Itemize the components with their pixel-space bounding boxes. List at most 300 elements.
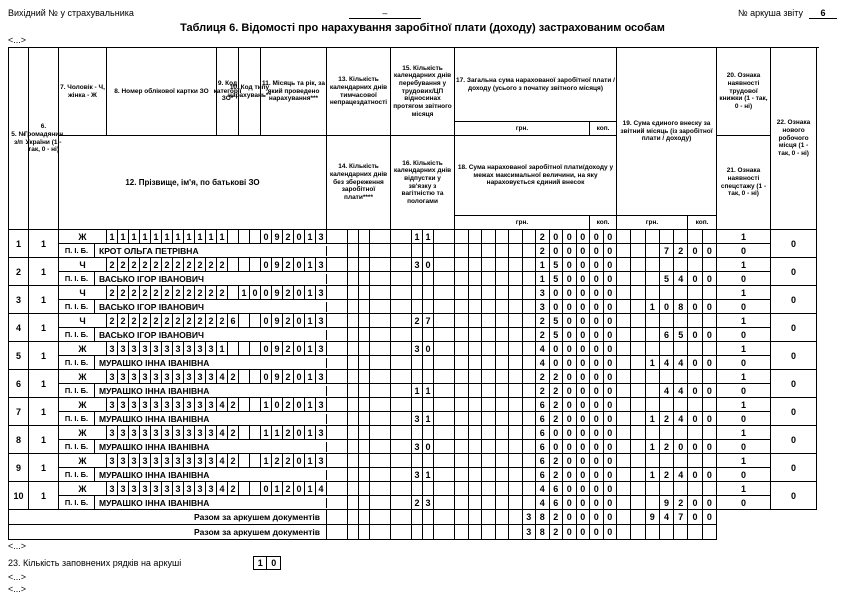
digit-cell: 4 bbox=[660, 384, 674, 397]
filled-rows-count-box bbox=[253, 556, 281, 570]
digit-cell: 0 bbox=[550, 356, 564, 369]
digit-cell: 0 bbox=[706, 385, 712, 396]
digit-cell: 0 bbox=[577, 398, 591, 411]
digit-cell: 9 bbox=[272, 230, 283, 243]
digit-cell: 0 bbox=[577, 468, 591, 481]
digit-cell bbox=[660, 314, 674, 327]
digit-cell: 0 bbox=[577, 230, 591, 243]
digit-cell bbox=[631, 398, 645, 411]
digit-cell: 3 bbox=[195, 482, 206, 495]
digit-cell bbox=[674, 454, 688, 467]
digit-cell bbox=[617, 482, 631, 495]
esv-amount-grid bbox=[617, 440, 717, 454]
digit-cell: 4 bbox=[217, 370, 228, 383]
digit-cell bbox=[239, 230, 250, 243]
digit-cell bbox=[228, 342, 238, 355]
digit-cell: 3 bbox=[184, 370, 195, 383]
digit-cell: 1 bbox=[118, 230, 129, 243]
amount-column bbox=[455, 230, 617, 258]
digit-cell: 3 bbox=[129, 370, 140, 383]
header-col10: 10. Код типу нарахувань** bbox=[239, 48, 261, 136]
digit-cell: 1 bbox=[536, 258, 550, 271]
digit-cell: 3 bbox=[195, 398, 206, 411]
category-code-grid bbox=[217, 482, 239, 495]
digit-cell bbox=[348, 300, 359, 313]
digit-cell bbox=[617, 412, 631, 425]
digit-cell bbox=[509, 482, 523, 495]
digit-cell: 3 bbox=[195, 454, 206, 467]
digit-cell: 1 bbox=[305, 426, 316, 439]
digit-cell bbox=[469, 412, 483, 425]
digit-cell: 3 bbox=[208, 399, 214, 410]
digit-cell bbox=[496, 300, 510, 313]
digit-cell bbox=[423, 328, 434, 341]
digit-cell bbox=[359, 314, 370, 327]
digit-cell bbox=[496, 398, 510, 411]
digit-cell: 9 bbox=[272, 286, 283, 299]
digit-cell: 0 bbox=[563, 230, 577, 243]
digit-cell bbox=[646, 496, 660, 509]
table-row bbox=[9, 314, 819, 342]
digit-cell: 0 bbox=[688, 300, 702, 313]
digit-cell: 1 bbox=[129, 230, 140, 243]
days15-grid bbox=[411, 314, 434, 327]
digit-cell: 3 bbox=[162, 454, 173, 467]
esv-amount-grid bbox=[617, 412, 717, 426]
digit-cell: 9 bbox=[660, 496, 674, 509]
digit-cell: 0 bbox=[607, 455, 613, 466]
digit-cell: 1 bbox=[646, 412, 660, 425]
hrn-label: грн. bbox=[617, 216, 688, 229]
labor-book-flag: 1 bbox=[717, 258, 771, 272]
digit-cell bbox=[482, 342, 496, 355]
digit-cell bbox=[348, 468, 359, 481]
digit-cell: 5 bbox=[550, 328, 564, 341]
digit-cell: 2 bbox=[107, 258, 118, 271]
category-code-grid bbox=[217, 370, 239, 383]
digit-cell bbox=[412, 482, 423, 495]
accrual-type-grid bbox=[239, 482, 261, 495]
digit-cell: 2 bbox=[151, 258, 162, 271]
digit-cell bbox=[423, 300, 434, 313]
digit-cell bbox=[523, 496, 537, 509]
digit-cell bbox=[523, 412, 537, 425]
digit-cell bbox=[239, 258, 250, 271]
flags-column bbox=[717, 258, 771, 286]
citizen-flag-cell: 1 bbox=[29, 286, 59, 314]
digit-cell bbox=[523, 482, 537, 495]
digit-cell bbox=[239, 342, 250, 355]
digit-cell bbox=[423, 244, 434, 257]
esv-amount-grid bbox=[617, 244, 717, 258]
totals-row bbox=[9, 525, 819, 540]
digit-cell: 4 bbox=[660, 510, 674, 524]
days16-grid bbox=[411, 412, 434, 425]
digit-cell: 2 bbox=[184, 258, 195, 271]
digit-cell: 0 bbox=[563, 482, 577, 495]
totals-blank bbox=[717, 525, 817, 540]
digit-cell: 3 bbox=[536, 286, 550, 299]
row-number-cell: 1 bbox=[9, 230, 29, 258]
digit-cell bbox=[509, 230, 523, 243]
digit-cell bbox=[523, 426, 537, 439]
category-code-grid bbox=[217, 286, 239, 299]
digit-cell: 3 bbox=[412, 468, 423, 481]
digit-cell: 0 bbox=[577, 440, 591, 453]
digit-cell: 0 bbox=[706, 512, 712, 522]
kop-label: коп. bbox=[590, 122, 617, 135]
days-work-column bbox=[391, 258, 455, 286]
labor-book-flag: 1 bbox=[717, 286, 771, 300]
row-number-cell: 10 bbox=[9, 482, 29, 510]
digit-cell bbox=[523, 300, 537, 313]
amount-column bbox=[455, 258, 617, 286]
digit-cell: 0 bbox=[688, 412, 702, 425]
digit-cell bbox=[509, 426, 523, 439]
digit-cell: 2 bbox=[129, 286, 140, 299]
days13-grid bbox=[347, 314, 370, 327]
digit-cell: 2 bbox=[550, 454, 564, 467]
esv-column bbox=[617, 286, 717, 314]
digit-cell: 0 bbox=[590, 286, 604, 299]
digit-cell: 2 bbox=[550, 398, 564, 411]
digit-cell: 1 bbox=[646, 300, 660, 313]
month-year-grid bbox=[261, 286, 327, 299]
totals-esv-grid bbox=[617, 510, 717, 525]
digit-cell bbox=[469, 440, 483, 453]
digit-cell: 0 bbox=[577, 258, 591, 271]
digit-cell: 0 bbox=[607, 245, 613, 256]
days16-grid bbox=[411, 300, 434, 313]
amount-column bbox=[455, 426, 617, 454]
table-row bbox=[9, 258, 819, 286]
digit-cell bbox=[359, 426, 370, 439]
hrn-label: грн. bbox=[455, 122, 590, 135]
digit-cell: 0 bbox=[706, 357, 712, 368]
row-number-cell: 9 bbox=[9, 454, 29, 482]
digit-cell bbox=[674, 426, 688, 439]
digit-cell bbox=[688, 482, 702, 495]
header-flags-group bbox=[717, 48, 771, 230]
digit-cell: 3 bbox=[318, 427, 324, 438]
digit-cell: 1 bbox=[305, 398, 316, 411]
amount-column bbox=[455, 286, 617, 314]
digit-cell bbox=[688, 426, 702, 439]
digit-cell: 3 bbox=[184, 426, 195, 439]
citizen-flag-cell: 1 bbox=[29, 426, 59, 454]
labor-book-flag: 1 bbox=[717, 454, 771, 468]
flags-column bbox=[717, 370, 771, 398]
digit-cell: 0 bbox=[607, 497, 613, 508]
digit-cell: 3 bbox=[162, 482, 173, 495]
digit-cell bbox=[496, 496, 510, 509]
digit-cell: 6 bbox=[536, 412, 550, 425]
amount-column bbox=[455, 342, 617, 370]
table-body bbox=[9, 230, 819, 510]
digit-cell bbox=[359, 230, 370, 243]
digit-cell: 3 bbox=[140, 426, 151, 439]
digit-cell: 2 bbox=[550, 468, 564, 481]
digit-cell: 0 bbox=[563, 384, 577, 397]
digit-cell: 0 bbox=[590, 356, 604, 369]
digit-cell bbox=[359, 258, 370, 271]
sex-cell: Ч bbox=[59, 258, 107, 271]
person-cells bbox=[59, 482, 327, 510]
digit-cell bbox=[482, 496, 496, 509]
digit-cell bbox=[688, 342, 702, 355]
digit-cell: 0 bbox=[550, 230, 564, 243]
digit-cell: 2 bbox=[550, 412, 564, 425]
pib-label: П. І. Б. bbox=[59, 384, 95, 397]
digit-cell bbox=[482, 286, 496, 299]
digit-cell: 0 bbox=[550, 244, 564, 257]
digit-cell bbox=[674, 482, 688, 495]
digit-cell: 0 bbox=[261, 370, 272, 383]
digit-cell: 3 bbox=[162, 426, 173, 439]
digit-cell: 0 bbox=[590, 370, 604, 383]
amount-total-grid bbox=[455, 398, 617, 412]
digit-cell bbox=[412, 370, 423, 383]
new-workplace-flag: 0 bbox=[771, 482, 817, 510]
header-col19-units bbox=[617, 216, 717, 230]
pib-label: П. І. Б. bbox=[59, 496, 95, 509]
digit-cell: 1 bbox=[217, 342, 228, 355]
digit-cell bbox=[703, 258, 716, 271]
amount-capped-grid bbox=[455, 356, 617, 370]
digit-cell bbox=[348, 454, 359, 467]
digit-cell: 2 bbox=[195, 286, 206, 299]
digit-cell bbox=[646, 286, 660, 299]
digit-cell: 2 bbox=[217, 286, 228, 299]
digit-cell: 1 bbox=[107, 230, 118, 243]
digit-cell: 0 bbox=[607, 287, 613, 298]
digit-cell bbox=[646, 272, 660, 285]
digit-cell bbox=[496, 230, 510, 243]
header-col6: 6. Громадянин України (1 - так, 0 - ні) bbox=[29, 48, 59, 230]
digit-cell: 3 bbox=[184, 482, 195, 495]
days-sick-column bbox=[327, 258, 391, 286]
person-cells bbox=[59, 398, 327, 426]
digit-cell bbox=[348, 272, 359, 285]
digit-cell: 2 bbox=[283, 454, 294, 467]
digit-cell bbox=[482, 482, 496, 495]
digit-cell bbox=[359, 286, 370, 299]
digit-cell: 0 bbox=[550, 426, 564, 439]
header-amount-group bbox=[455, 48, 617, 230]
digit-cell bbox=[250, 370, 260, 383]
digit-cell: 6 bbox=[660, 328, 674, 341]
digit-cell: 0 bbox=[607, 413, 613, 424]
person-name: МУРАШКО ІННА ІВАНІВНА bbox=[95, 386, 327, 396]
digit-cell bbox=[631, 300, 645, 313]
days14-grid bbox=[347, 412, 370, 425]
digit-cell: 5 bbox=[550, 258, 564, 271]
digit-cell bbox=[688, 370, 702, 383]
outgoing-number-block bbox=[8, 8, 421, 19]
digit-cell: 0 bbox=[577, 314, 591, 327]
digit-cell bbox=[469, 314, 483, 327]
digit-cell bbox=[482, 398, 496, 411]
person-name: МУРАШКО ІННА ІВАНІВНА bbox=[95, 358, 327, 368]
header-col13: 13. Кількість календарних днів тимчасової непрацездатності bbox=[327, 48, 391, 136]
digit-cell: 2 bbox=[184, 314, 195, 327]
digit-cell bbox=[348, 510, 359, 524]
digit-cell bbox=[509, 496, 523, 509]
sex-cell: Ж bbox=[59, 426, 107, 439]
digit-cell: 1 bbox=[305, 314, 316, 327]
digit-cell bbox=[348, 426, 359, 439]
digit-cell: 2 bbox=[107, 286, 118, 299]
digit-cell: 2 bbox=[283, 286, 294, 299]
digit-cell: 2 bbox=[283, 258, 294, 271]
totals-label: Разом за аркушем документів bbox=[9, 510, 327, 525]
digit-cell bbox=[509, 314, 523, 327]
filled-rows-line bbox=[8, 555, 837, 571]
header-col7: 7. Чоловік - Ч, жінка - Ж bbox=[59, 48, 107, 136]
esv-upper-grid bbox=[617, 454, 717, 468]
digit-cell bbox=[674, 370, 688, 383]
accrual-type-grid bbox=[239, 230, 261, 243]
digit-cell: 1 bbox=[412, 384, 423, 397]
digit-cell: 3 bbox=[318, 343, 324, 354]
month-year-grid bbox=[261, 426, 327, 439]
digit-cell bbox=[469, 300, 483, 313]
special-service-flag: 0 bbox=[717, 356, 771, 370]
digit-cell: 3 bbox=[412, 440, 423, 453]
digit-cell bbox=[412, 510, 423, 524]
digit-cell bbox=[660, 398, 674, 411]
citizen-flag-cell: 1 bbox=[29, 342, 59, 370]
digit-cell: 2 bbox=[129, 314, 140, 327]
digit-cell: 0 bbox=[577, 244, 591, 257]
digit-cell: 0 bbox=[688, 496, 702, 509]
digit-cell: 2 bbox=[283, 426, 294, 439]
amount-column bbox=[455, 370, 617, 398]
digit-cell: 3 bbox=[173, 482, 184, 495]
digit-cell: 3 bbox=[318, 399, 324, 410]
citizen-flag-cell: 1 bbox=[29, 370, 59, 398]
esv-upper-grid bbox=[617, 398, 717, 412]
outgoing-number-label: Вихідний № у страхувальника bbox=[8, 8, 134, 18]
digit-cell bbox=[509, 468, 523, 481]
esv-column bbox=[617, 454, 717, 482]
digit-cell: 0 bbox=[590, 468, 604, 481]
card-number-grid bbox=[107, 314, 217, 327]
digit-cell: 2 bbox=[550, 510, 564, 524]
card-number-grid bbox=[107, 454, 217, 467]
digit-cell bbox=[359, 510, 370, 524]
row-number-cell: 4 bbox=[9, 314, 29, 342]
digit-cell: 1 bbox=[253, 556, 267, 570]
new-workplace-flag: 0 bbox=[771, 258, 817, 286]
amount-capped-grid bbox=[455, 468, 617, 482]
digit-cell: 4 bbox=[217, 482, 228, 495]
ellipsis-marker-top: <...> bbox=[8, 35, 27, 45]
digit-cell bbox=[423, 482, 434, 495]
digit-cell bbox=[617, 510, 631, 524]
digit-cell: 2 bbox=[412, 314, 423, 327]
header-esv-group bbox=[617, 48, 717, 230]
digit-cell: 2 bbox=[283, 398, 294, 411]
digit-cell bbox=[646, 314, 660, 327]
category-code-grid bbox=[217, 230, 239, 243]
days16-grid bbox=[411, 384, 434, 397]
digit-cell bbox=[359, 398, 370, 411]
accrual-type-grid bbox=[239, 286, 261, 299]
digit-cell bbox=[359, 496, 370, 509]
digit-cell bbox=[455, 510, 469, 524]
digit-cell bbox=[239, 398, 250, 411]
digit-cell: 0 bbox=[563, 510, 577, 524]
digit-cell: 3 bbox=[151, 370, 162, 383]
digit-cell: 3 bbox=[412, 258, 423, 271]
days16-grid bbox=[411, 272, 434, 285]
digit-cell: 0 bbox=[563, 412, 577, 425]
digit-cell: 0 bbox=[550, 286, 564, 299]
digit-cell bbox=[455, 286, 469, 299]
digit-cell bbox=[523, 398, 537, 411]
new-workplace-flag: 0 bbox=[771, 398, 817, 426]
esv-amount-grid bbox=[617, 328, 717, 342]
digit-cell bbox=[703, 398, 716, 411]
digit-cell: 0 bbox=[607, 315, 613, 326]
digit-cell: 0 bbox=[294, 342, 305, 355]
card-number-grid bbox=[107, 342, 217, 355]
digit-cell: 0 bbox=[261, 230, 272, 243]
digit-cell: 0 bbox=[688, 384, 702, 397]
digit-cell bbox=[496, 510, 510, 524]
digit-cell: 1 bbox=[239, 286, 250, 299]
digit-cell bbox=[496, 356, 510, 369]
digit-cell: 0 bbox=[563, 370, 577, 383]
digit-cell: 8 bbox=[674, 300, 688, 313]
digit-cell bbox=[617, 440, 631, 453]
digit-cell: 2 bbox=[173, 258, 184, 271]
digit-cell: 1 bbox=[261, 426, 272, 439]
digit-cell: 0 bbox=[577, 454, 591, 467]
digit-cell: 3 bbox=[151, 454, 162, 467]
digit-cell bbox=[617, 314, 631, 327]
digit-cell: 3 bbox=[184, 342, 195, 355]
digit-cell bbox=[646, 244, 660, 257]
new-workplace-flag: 0 bbox=[771, 342, 817, 370]
digit-cell bbox=[496, 258, 510, 271]
totals-days2 bbox=[391, 525, 455, 540]
accrual-type-grid bbox=[239, 258, 261, 271]
digit-cell bbox=[228, 258, 238, 271]
digit-cell: 1 bbox=[305, 230, 316, 243]
digit-cell bbox=[469, 468, 483, 481]
digit-cell bbox=[617, 328, 631, 341]
digit-cell: 1 bbox=[646, 356, 660, 369]
digit-cell bbox=[482, 468, 496, 481]
digit-cell: 0 bbox=[577, 356, 591, 369]
amount-total-grid bbox=[455, 426, 617, 440]
header-col14: 14. Кількість календарних днів без збереження заробітної плати**** bbox=[327, 136, 391, 230]
digit-cell: 2 bbox=[283, 342, 294, 355]
digit-cell bbox=[348, 286, 359, 299]
digit-cell: 0 bbox=[607, 385, 613, 396]
flags-column bbox=[717, 314, 771, 342]
digit-cell bbox=[631, 314, 645, 327]
digit-cell bbox=[455, 454, 469, 467]
digit-cell: 7 bbox=[660, 244, 674, 257]
digit-cell bbox=[423, 525, 434, 539]
pib-label: П. І. Б. bbox=[59, 272, 95, 285]
digit-cell: 1 bbox=[305, 482, 316, 495]
digit-cell: 3 bbox=[162, 342, 173, 355]
days15-grid bbox=[411, 230, 434, 243]
